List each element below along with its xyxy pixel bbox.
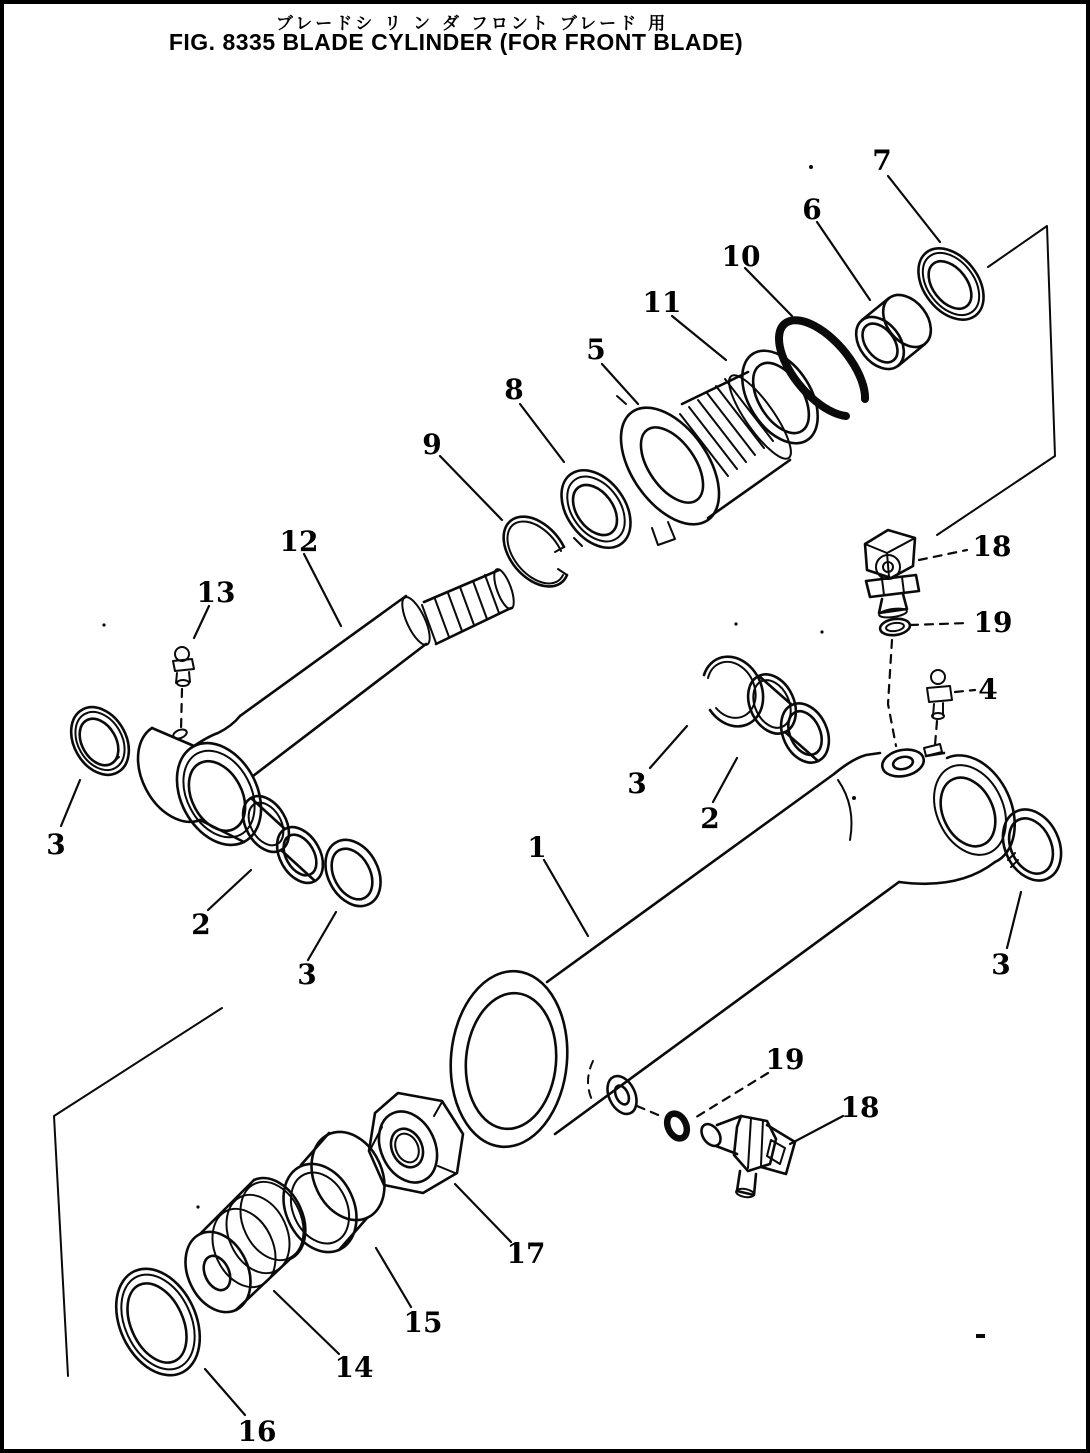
part-16-seal-ring [100,1255,216,1389]
figure-title-japanese: ブレードシ リ ン ダ フロント ブレード 用 [275,14,669,34]
callout-10: 10 [721,240,761,273]
callout-3-right: 3 [991,948,1011,981]
callout-3-mid: 3 [627,767,647,800]
part-12-piston-rod [138,567,518,860]
callout-18-bottom: 18 [840,1091,880,1124]
part-3-snap-ring-left-mid [314,830,391,915]
part-1-cylinder-tube [444,744,1020,1152]
part-19-o-ring-top [879,617,911,746]
part-4-grease-fitting [927,670,952,745]
callout-15: 15 [403,1306,443,1339]
part-10-snap-ring-heavy [779,320,865,416]
callout-3-left: 3 [46,828,66,861]
callout-5: 5 [586,333,606,366]
part-18-elbow-fitting-top [865,530,919,619]
part-13-grease-fitting [173,647,194,730]
callout-4: 4 [978,673,998,706]
part-19-o-ring-bottom [663,1110,690,1141]
callout-3-leftmid: 3 [297,958,317,991]
part-9-snap-ring [504,517,567,587]
figure-title-english: FIG. 8335 BLADE CYLINDER (FOR FRONT BLADE) [168,29,744,55]
callout-19-bottom: 19 [765,1043,805,1076]
callout-6: 6 [802,193,822,226]
callout-11: 11 [642,286,682,319]
construction-line-top-right [937,226,1055,535]
callout-14: 14 [334,1351,374,1384]
callout-8: 8 [504,373,524,406]
callout-9: 9 [422,428,442,461]
scan-noise-dots [102,165,985,1338]
callout-7: 7 [872,144,892,177]
part-14-piston [173,1172,316,1323]
callout-12: 12 [279,525,319,558]
part-18-elbow-fitting-bottom [698,1116,795,1199]
exploded-diagram [4,4,1090,1453]
part-6-bushing [846,286,940,378]
callout-17: 17 [506,1237,546,1270]
part-7-ring [905,236,997,332]
callout-13: 13 [196,576,236,609]
callout-18-top: 18 [972,530,1012,563]
part-3-snap-ring-right [992,800,1072,890]
part-17-piston-nut [368,1093,463,1193]
callout-2-mid: 2 [700,802,720,835]
callout-16: 16 [237,1415,277,1448]
part-3-snap-ring-left [59,697,140,785]
callout-2-left: 2 [191,908,211,941]
callout-1: 1 [527,831,547,864]
callout-19-top: 19 [973,606,1013,639]
